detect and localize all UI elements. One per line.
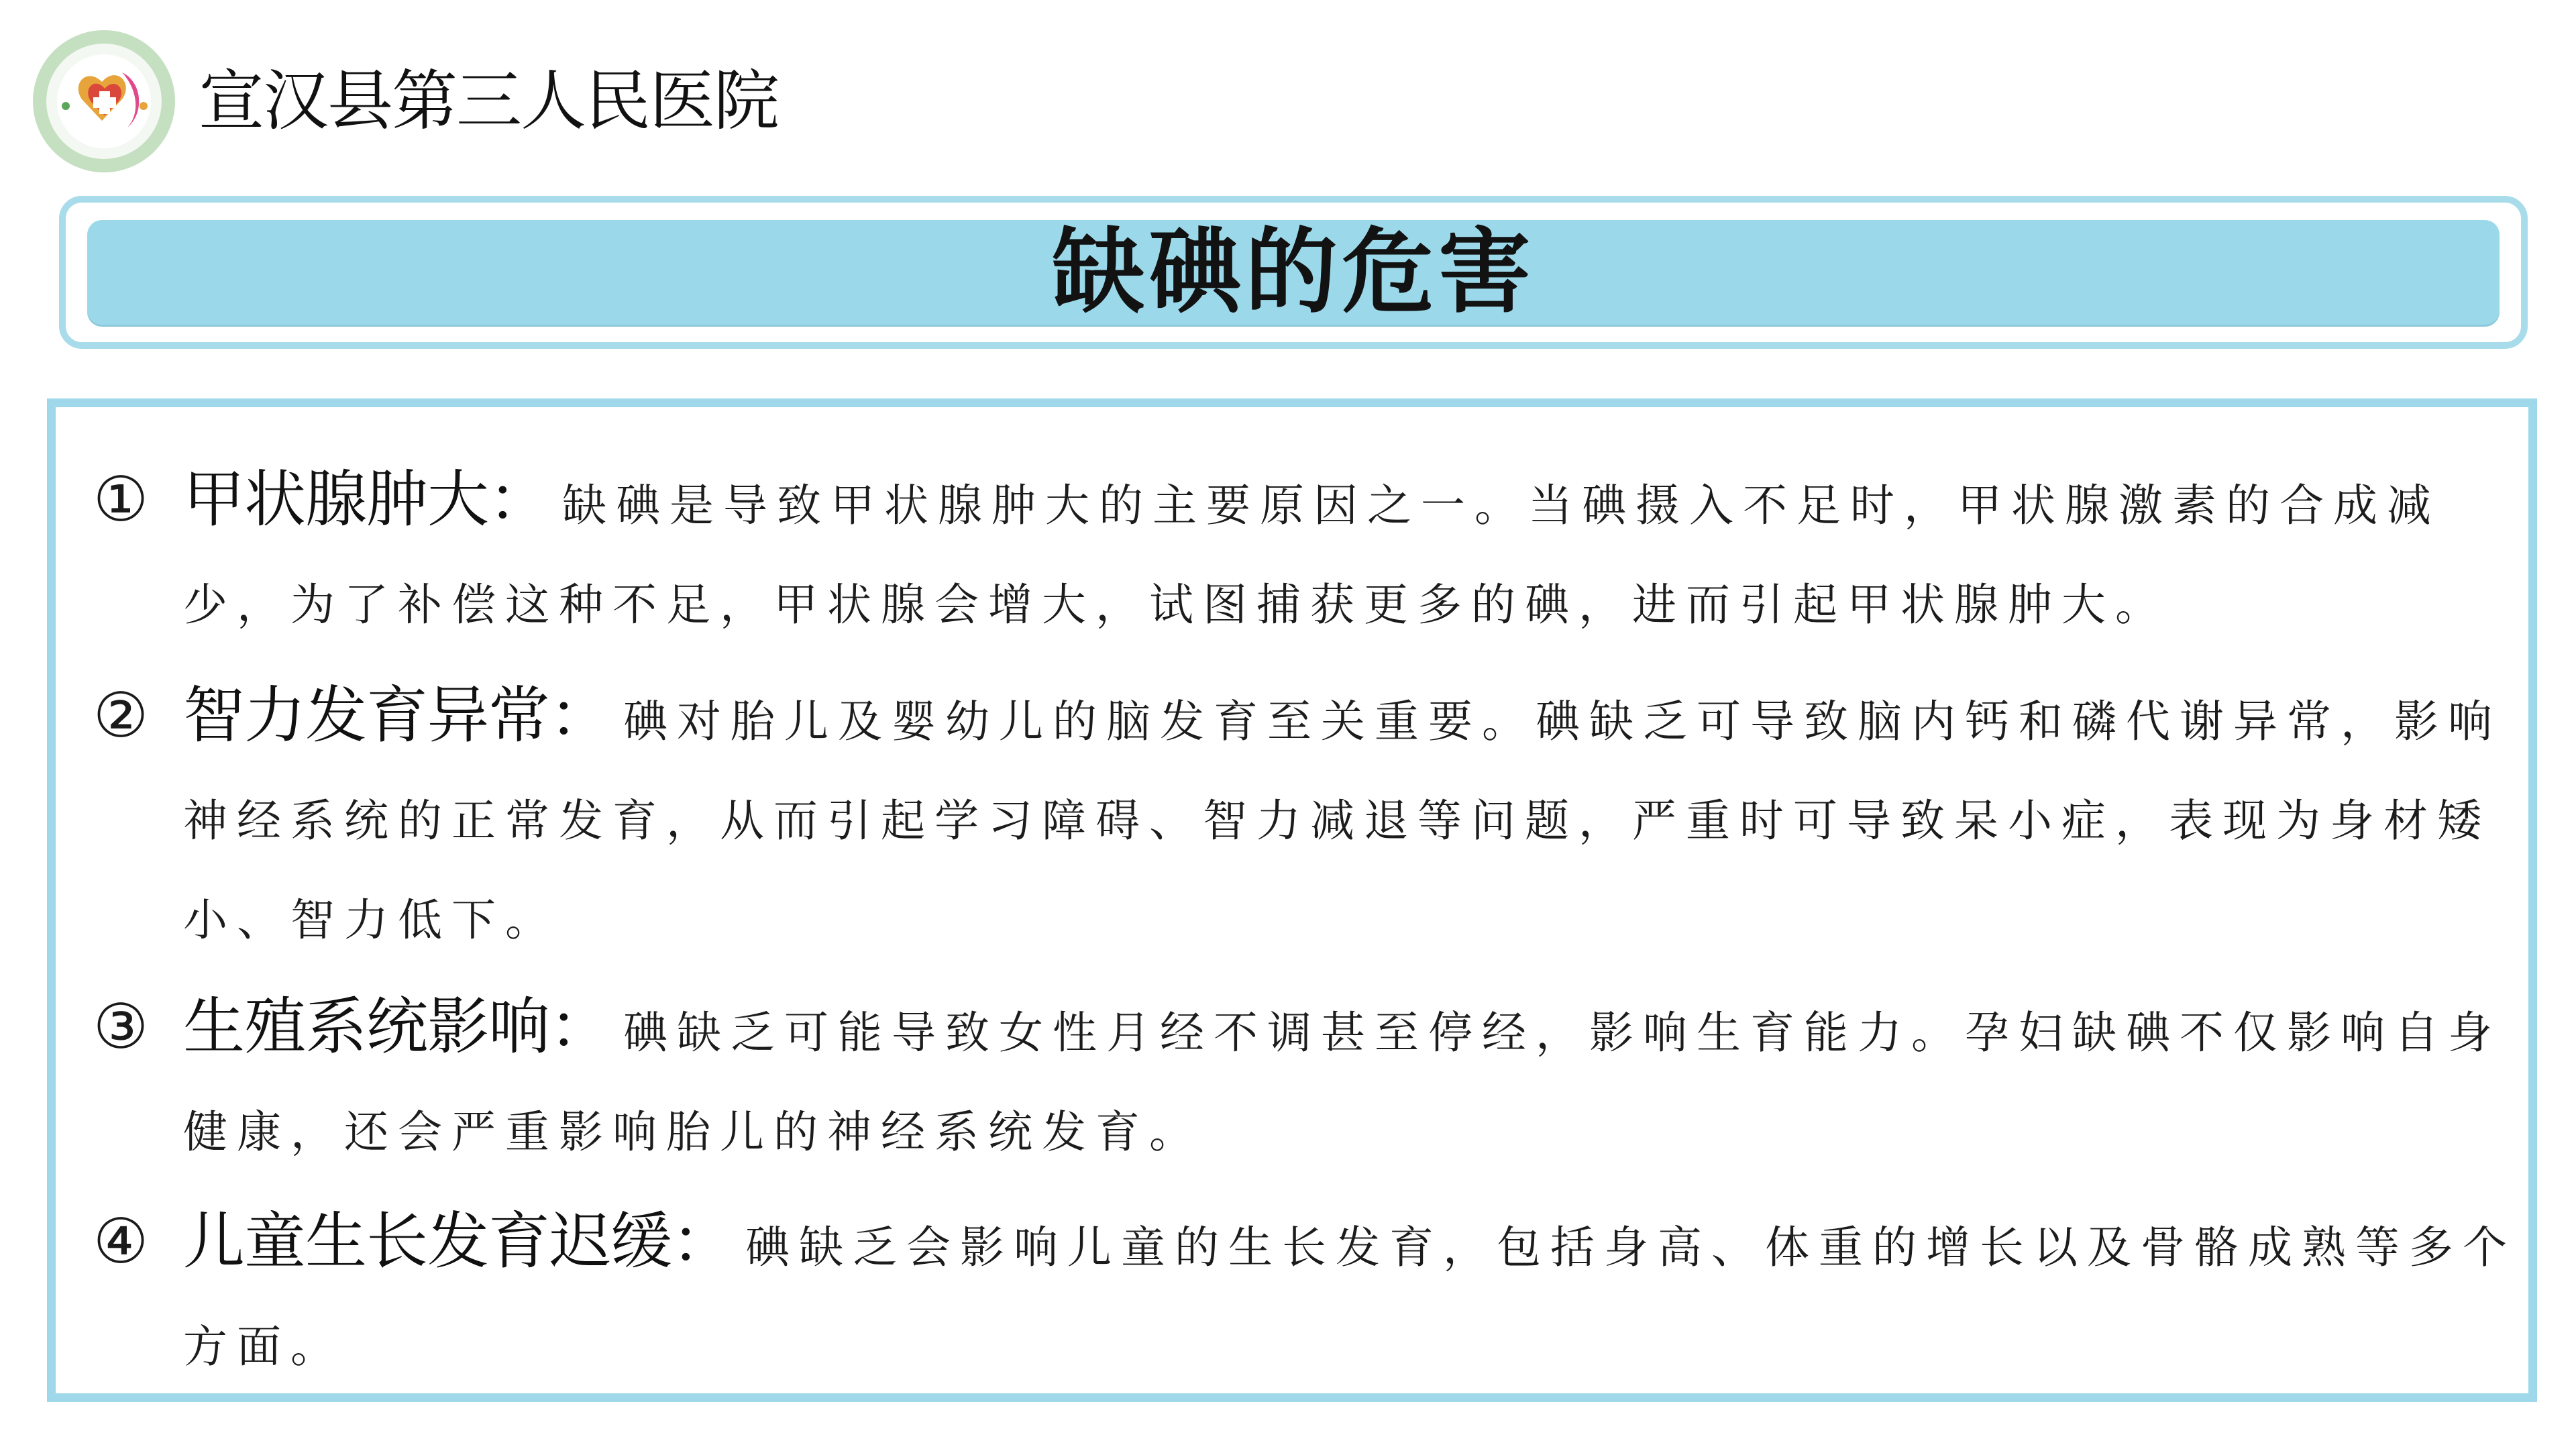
- item-text: [183, 977, 2519, 1182]
- item-colon: ：: [549, 991, 612, 1063]
- page-title: 缺碘的危害: [1051, 218, 1535, 326]
- item-heading: 甲状腺肿大: [183, 464, 489, 535]
- item-number: ③: [93, 991, 149, 1063]
- item-body: 碘对胎儿及婴幼儿的脑发育至关重要。碘缺乏可导致脑内钙和磷代谢异常，影响神经系统的正常发育，从而引起学习障碍、智力减退等问题，严重时可导致呆小症，表现为身材矮小、智力低下。: [183, 696, 2502, 946]
- item-body: 碘缺乏会影响儿童的生长发育，包括身高、体重的增长以及骨骼成熟等多个方面。: [183, 1222, 2517, 1373]
- item-text: [183, 1192, 2519, 1397]
- item-text: [183, 450, 2519, 655]
- harm-item: [84, 977, 2519, 1182]
- title-banner: [87, 220, 2500, 325]
- item-heading: 生殖系统影响: [183, 991, 550, 1063]
- harm-item: [84, 666, 2519, 970]
- hospital-name: 宣汉县第三人民医院: [199, 63, 779, 140]
- harm-item: [84, 1192, 2519, 1397]
- content-panel: [47, 398, 2537, 1402]
- item-heading: 儿童生长发育迟缓: [183, 1205, 672, 1277]
- item-text: [183, 666, 2519, 970]
- item-heading: 智力发育异常: [183, 680, 550, 751]
- item-number: ②: [93, 680, 149, 751]
- item-number: ①: [93, 464, 149, 535]
- item-colon: ：: [549, 680, 612, 751]
- hospital-logo-icon: [30, 27, 178, 176]
- item-body: 缺碘是导致甲状腺肿大的主要原因之一。当碘摄入不足时，甲状腺激素的合成减少，为了补偿这种不足，甲状腺会增大，试图捕获更多的碘，进而引起甲状腺肿大。: [183, 480, 2441, 631]
- item-colon: ：: [672, 1205, 734, 1277]
- item-number: ④: [93, 1205, 149, 1277]
- title-banner-frame: [59, 196, 2528, 349]
- harm-item: [84, 450, 2519, 655]
- item-colon: ：: [488, 464, 551, 535]
- header: [30, 24, 778, 178]
- item-body: 碘缺乏可能导致女性月经不调甚至停经，影响生育能力。孕妇缺碘不仅影响自身健康，还会严重影响胎儿的神经系统发育。: [183, 1007, 2502, 1158]
